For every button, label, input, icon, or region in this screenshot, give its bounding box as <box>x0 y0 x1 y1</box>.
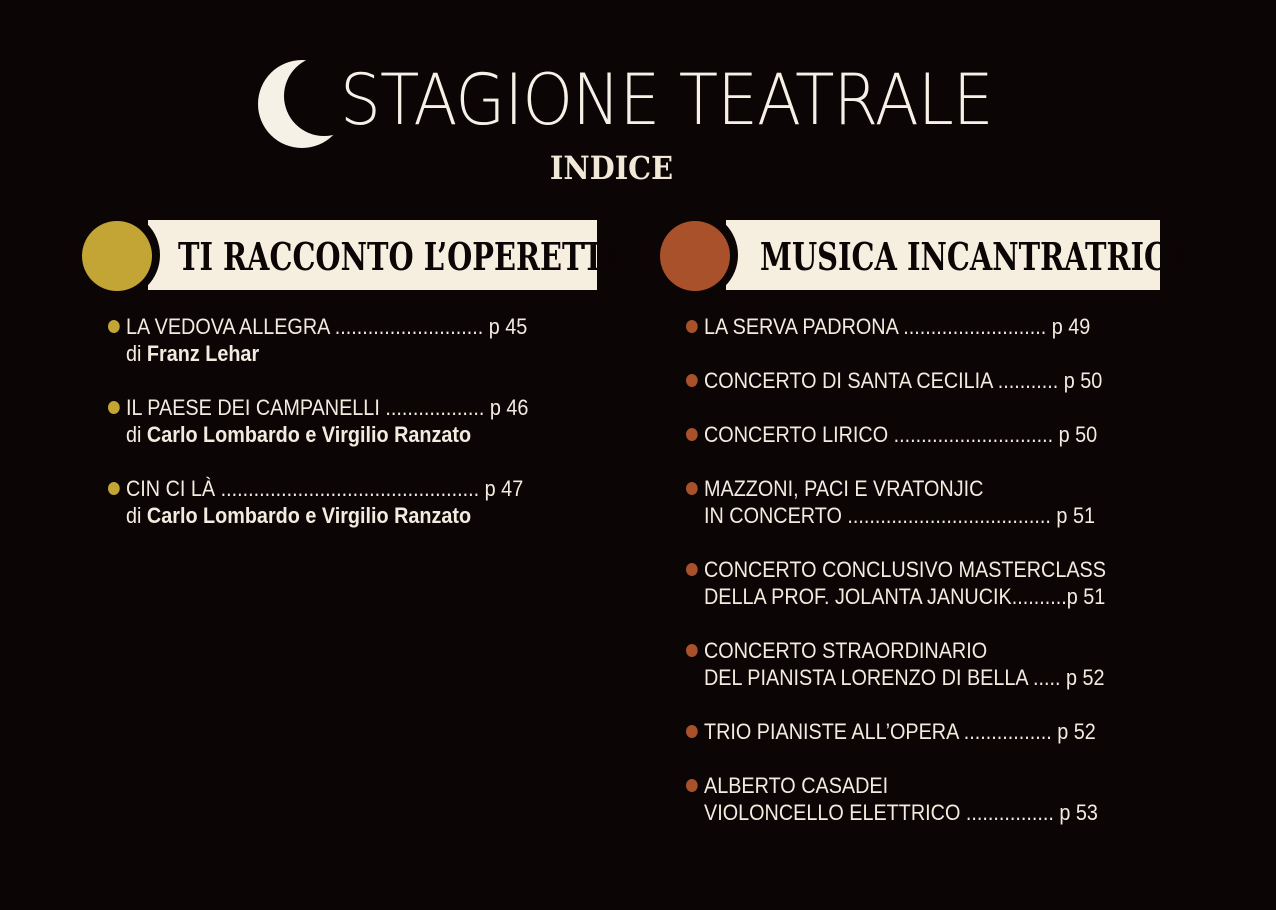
section-badge-wrap <box>650 211 738 299</box>
page-header <box>0 0 1276 200</box>
entry-title: ALBERTO CASADEI <box>704 773 889 798</box>
author-name: Carlo Lombardo e Virgilio Ranzato <box>146 422 472 447</box>
index-list-operetta <box>108 313 608 556</box>
bullet-icon <box>686 374 698 387</box>
index-entry[interactable] <box>108 313 558 367</box>
entry-title-cont: IN CONCERTO ..................................... p 51 <box>704 503 1095 528</box>
entry-title: CONCERTO CONCLUSIVO MASTERCLASS <box>704 557 1106 582</box>
bullet-icon <box>108 320 120 333</box>
bullet-icon <box>686 779 698 792</box>
bullet-icon <box>108 401 120 414</box>
entry-title: LA VEDOVA ALLEGRA ........................... p 45 <box>126 314 528 339</box>
section-badge-wrap <box>72 211 160 299</box>
entry-title-cont: VIOLONCELLO ELETTRICO ................ p 53 <box>704 800 1098 825</box>
index-entry[interactable] <box>686 367 1136 394</box>
entry-title: IL PAESE DEI CAMPANELLI .................. p 46 <box>126 395 529 420</box>
bullet-icon <box>686 563 698 576</box>
entry-title: CONCERTO LIRICO ............................. p 50 <box>704 422 1098 447</box>
bullet-icon <box>686 644 698 657</box>
index-entry[interactable] <box>686 772 1136 826</box>
bullet-icon <box>686 725 698 738</box>
entry-title: MAZZONI, PACI E VRATONJIC <box>704 476 984 501</box>
entry-title: CONCERTO DI SANTA CECILIA ........... p 50 <box>704 368 1103 393</box>
bullet-icon <box>108 482 120 495</box>
index-list-musica <box>686 313 1186 853</box>
index-entry[interactable] <box>686 637 1136 691</box>
index-entry[interactable] <box>108 394 558 448</box>
index-entry[interactable] <box>686 475 1136 529</box>
entry-author-line <box>126 340 558 367</box>
rust-circle-icon <box>660 221 730 291</box>
author-prefix: di <box>126 341 147 366</box>
author-name: Carlo Lombardo e Virgilio Ranzato <box>146 503 472 528</box>
entry-title-cont: DEL PIANISTA LORENZO DI BELLA ..... p 52 <box>704 665 1105 690</box>
index-entry[interactable] <box>686 718 1136 745</box>
bullet-icon <box>686 320 698 333</box>
section-title: TI RACCONTO L’OPERETTA <box>178 234 625 279</box>
author-prefix: di <box>126 422 147 447</box>
bullet-icon <box>686 482 698 495</box>
bullet-icon <box>686 428 698 441</box>
entry-title: TRIO PIANISTE ALL’OPERA ................ p 52 <box>704 719 1096 744</box>
author-name: Franz Lehar <box>146 341 260 366</box>
crescent-moon-icon <box>256 58 348 150</box>
section-title: MUSICA INCANTRATRICE <box>760 234 1189 279</box>
index-entry[interactable] <box>686 421 1136 448</box>
entry-author-line <box>126 502 558 529</box>
section-header-operetta <box>148 220 625 290</box>
author-prefix: di <box>126 503 147 528</box>
entry-title: CIN CI LÀ ............................................... p 47 <box>126 476 524 501</box>
page-title: STAGIONE TEATRALE <box>340 59 993 141</box>
entry-author-line <box>126 421 558 448</box>
section-header-musica <box>726 220 1189 290</box>
entry-title: CONCERTO STRAORDINARIO <box>704 638 988 663</box>
index-entry[interactable] <box>108 475 558 529</box>
entry-title: LA SERVA PADRONA .......................... p 49 <box>704 314 1091 339</box>
index-entry[interactable] <box>686 313 1136 340</box>
entry-title-cont: DELLA PROF. JOLANTA JANUCIK..........p 51 <box>704 584 1106 609</box>
page-subtitle: INDICE <box>549 149 674 187</box>
index-entry[interactable] <box>686 556 1136 610</box>
gold-circle-icon <box>82 221 152 291</box>
